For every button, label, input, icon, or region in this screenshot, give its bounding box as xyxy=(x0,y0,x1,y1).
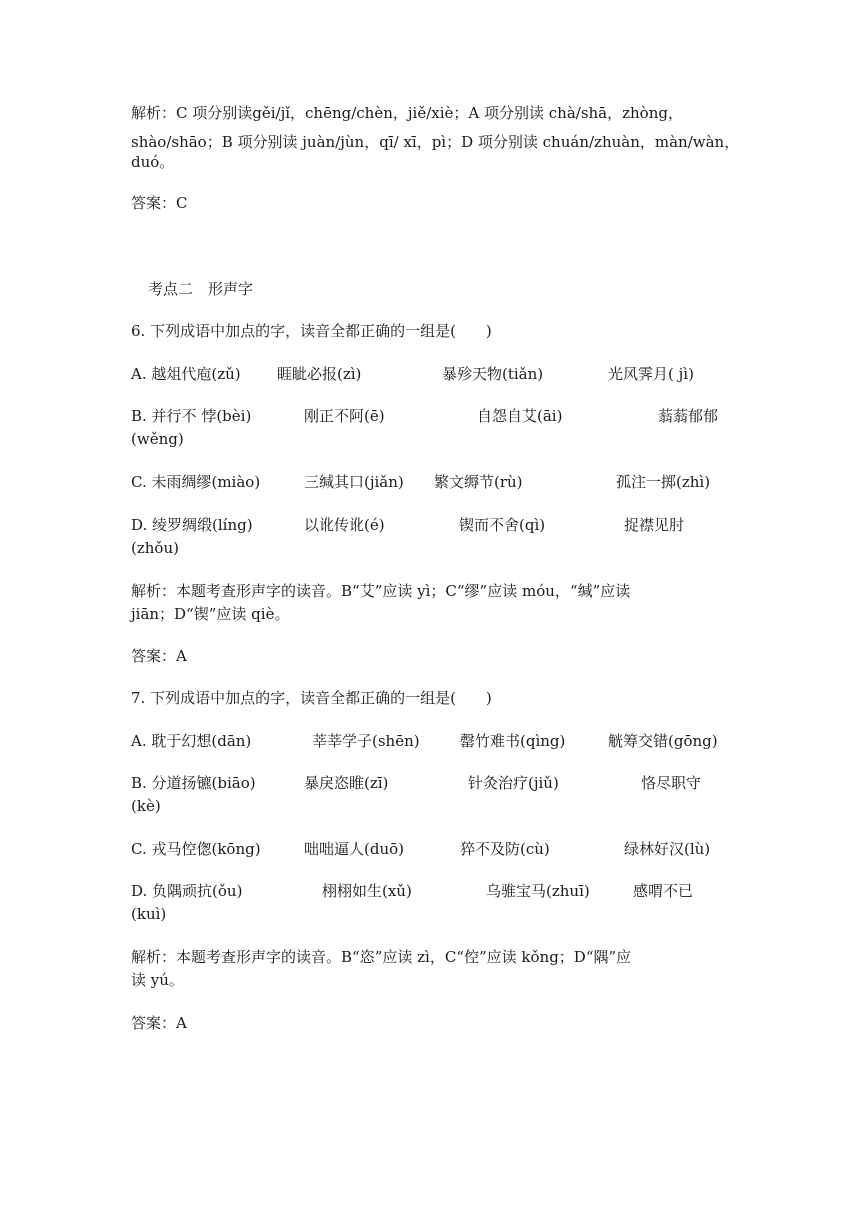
q6-stem-text: 6. 下列成语中加点的字，读音全都正确的一组是( ) xyxy=(131,322,492,340)
q7-a-item-2: 莘莘学子(shēn) xyxy=(312,732,420,750)
q7-option-b xyxy=(131,772,731,818)
q5-answer xyxy=(131,192,731,215)
q6-answer-text: 答案：A xyxy=(131,647,187,665)
q7-answer xyxy=(131,1012,731,1035)
q5-analysis-line-3 xyxy=(131,151,731,174)
q7-a-item-3: 罄竹难书(qìng) xyxy=(460,732,566,750)
q5-analysis-text-1: 解析：C 项分别读gěi/jǐ，chēng/chèn，jiě/xiè；A 项分别读 chà/shā，zhòng， xyxy=(131,104,683,122)
q6-c-item-3: 繁文缛节(rù) xyxy=(434,473,523,491)
q6-answer xyxy=(131,645,731,668)
q6-analysis-text-2: jiān；D“锲”应读 qiè。 xyxy=(131,605,290,623)
q6-analysis-text-1: 解析：本题考查形声字的读音。B“艾”应读 yì；C“缪”应读 móu，“缄”应读 xyxy=(131,582,631,600)
q6-c-item-4: 孤注一掷(zhì) xyxy=(616,473,711,491)
q7-d-item-1: D. 负隅顽抗(ǒu) xyxy=(131,882,243,900)
q7-b-item-2: 暴戾恣睢(zī) xyxy=(304,774,389,792)
q5-analysis-text-3: duó。 xyxy=(131,153,175,171)
q6-a-item-3: 暴殄天物(tiǎn) xyxy=(442,365,544,383)
q5-answer-text: 答案：C xyxy=(131,194,188,212)
q7-analysis-line-2 xyxy=(131,969,731,992)
q7-d-item-4-pinyin: (kuì) xyxy=(131,905,167,923)
q6-d-item-3: 锲而不舍(qì) xyxy=(459,516,546,534)
q6-b-item-4-pinyin: (wěng) xyxy=(131,430,184,448)
q6-option-d xyxy=(131,514,731,560)
q6-analysis-line-2 xyxy=(131,603,731,626)
q6-b-item-1: B. 并行不 悖(bèi) xyxy=(131,407,252,425)
q7-option-a xyxy=(131,730,731,753)
q6-stem xyxy=(131,320,731,343)
q7-d-item-2: 栩栩如生(xǔ) xyxy=(322,882,412,900)
q6-b-item-4: 蓊蓊郁郁 xyxy=(658,407,719,425)
q7-option-d xyxy=(131,880,731,926)
q7-b-item-1: B. 分道扬镳(biāo) xyxy=(131,774,256,792)
q7-analysis-text-1: 解析：本题考查形声字的读音。B“恣”应读 zì，C“倥”应读 kǒng；D“隅”应 xyxy=(131,948,632,966)
q7-analysis-line-1 xyxy=(131,946,731,969)
q7-option-c xyxy=(131,838,731,861)
q7-d-item-3: 乌骓宝马(zhuī) xyxy=(486,882,590,900)
q7-d-item-4: 感喟不已 xyxy=(633,882,694,900)
q6-a-item-2: 睚眦必报(zì) xyxy=(277,365,362,383)
q7-c-item-3: 猝不及防(cù) xyxy=(460,840,550,858)
q6-c-item-2: 三缄其口(jiǎn) xyxy=(304,473,404,491)
q7-b-item-4-pinyin: (kè) xyxy=(131,797,161,815)
q6-b-item-2: 刚正不阿(ē) xyxy=(304,407,385,425)
q7-b-item-4: 恪尽职守 xyxy=(641,774,702,792)
q6-d-item-4: 捉襟见肘 xyxy=(624,516,685,534)
q7-answer-text: 答案：A xyxy=(131,1014,187,1032)
q7-a-item-4: 觥筹交错(gōng) xyxy=(608,732,718,750)
section-title-text: 考点二 形声字 xyxy=(148,280,254,298)
q6-option-a xyxy=(131,363,731,386)
q6-b-item-3: 自怨自艾(āi) xyxy=(477,407,563,425)
q6-analysis-line-1 xyxy=(131,580,731,603)
q6-d-item-4-pinyin: (zhǒu) xyxy=(131,539,179,557)
q7-c-item-2: 咄咄逼人(duō) xyxy=(304,840,404,858)
q5-analysis-text-2: shào/shāo；B 项分别读 juàn/jùn，qī/ xī，pì；D 项分别读 chuán/zhuàn，màn/wàn， xyxy=(131,133,740,151)
q6-option-c xyxy=(131,471,731,494)
q6-c-item-1: C. 未雨绸缪(miào) xyxy=(131,473,261,491)
q7-a-item-1: A. 耽于幻想(dān) xyxy=(131,732,252,750)
q5-analysis-line-1 xyxy=(131,102,731,125)
q7-c-item-1: C. 戎马倥偬(kōng) xyxy=(131,840,261,858)
q6-a-item-4: 光风霁月( jì) xyxy=(608,365,694,383)
q6-option-b xyxy=(131,405,731,451)
q7-c-item-4: 绿林好汉(lù) xyxy=(624,840,711,858)
q6-a-item-1: A. 越俎代庖(zǔ) xyxy=(131,365,241,383)
q7-stem xyxy=(131,687,731,710)
q7-analysis-text-2: 读 yú。 xyxy=(131,971,184,989)
section-title xyxy=(148,278,748,301)
q6-d-item-2: 以讹传讹(é) xyxy=(304,516,385,534)
q7-stem-text: 7. 下列成语中加点的字，读音全都正确的一组是( ) xyxy=(131,689,492,707)
q6-d-item-1: D. 绫罗绸缎(líng) xyxy=(131,516,253,534)
q7-b-item-3: 针灸治疗(jiǔ) xyxy=(468,774,559,792)
